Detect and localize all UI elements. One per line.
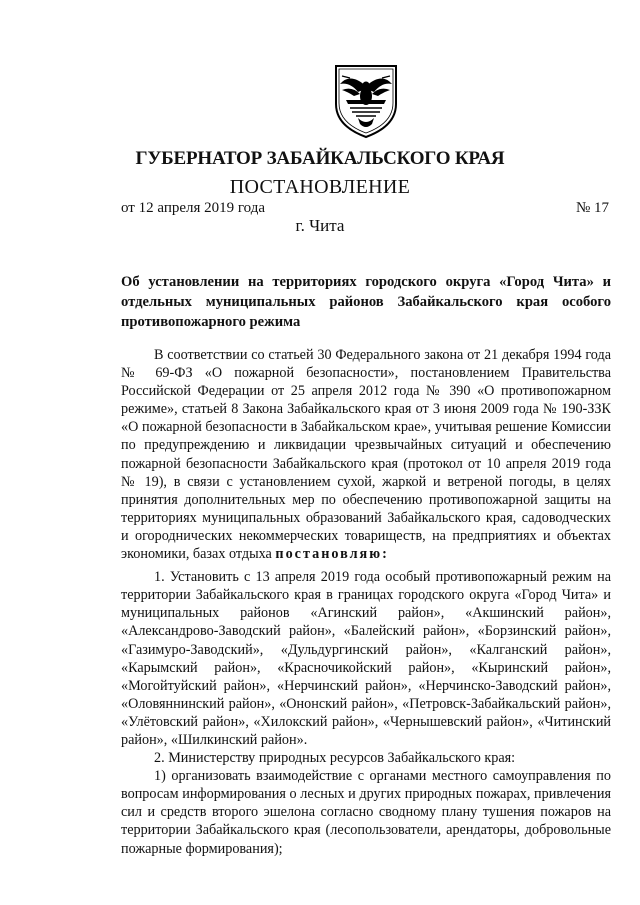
item-1-paragraph: 1. Установить с 13 апреля 2019 года особый противопожарный режим на территории Забайкальского края в границах городского округа «Город Чита» и муниципальных районов «Агинский район», «Акшинский район», «Александрово-Заводский район», «Балейский район», «Борзинский район», «Газимуро-Заводский», «Дульдургинский район», «Калганский район», «Карымский район», «Красночикойский район», «Кыринский район», «Могойтуйский район», «Нерчинский район», «Нерчинско-Заводский район», «Оловяннинский район», «Ононский район», «Петровск-Забайкальский район», «Улётовский район», «Хилокский район», «Чернышевский район», «Читинский район», «Шилкинский район». (121, 569, 611, 748)
document-type-heading: ПОСТАНОВЛЕНИЕ (229, 176, 411, 198)
preamble-paragraph (121, 346, 611, 563)
preamble-text: В соответствии со статьей 30 Федерального закона от 21 декабря 1994 года № 69-ФЗ «О пожарной безопасности», постановлением Правительства Российской Федерации от 25 апреля 2012 года № 390 «О противопожарном режиме», статьей 8 Закона Забайкальского края от 3 июня 2009 года № 190-ЗЗК «О пожарной безопасности в Забайкальском крае», учитывая решение Комиссии по предупреждению и ликвидации чрезвычайных ситуаций и обеспечению пожарной безопасности Забайкальского края (протокол от 10 апреля 2019 года № 19), в связи с установлением сухой, жаркой и ветреной погоды, в целях принятия дополнительных мер по обеспечению противопожарной защиты на территориях муниципальных образований Забайкальского края, садоводческих и огороднических некоммерческих товариществ, на предприятиях и объектах экономики, базах отдыха (121, 347, 611, 563)
item-2-1-paragraph: 1) организовать взаимодействие с органами местного самоуправления по вопросам информирования о лесных и других природных пожарах, привлечения сил и средств второго эшелона согласно сводному плану тушения пожаров на территории Забайкальского края (лесопользователи, арендаторы, добровольные пожарные формирования); (121, 768, 611, 857)
document-subject: Об установлении на территориях городского округа «Город Чита» и отдельных муниципальных районов Забайкальского края особого противопожарного режима (121, 274, 611, 330)
decree-word: постановляю: (275, 546, 389, 563)
document-city: г. Чита (295, 216, 345, 235)
document-number: № 17 (576, 200, 610, 216)
item-2-paragraph: 2. Министерству природных ресурсов Забайкальского края: (154, 750, 516, 767)
document-date: от 12 апреля 2019 года (121, 200, 266, 216)
governor-heading: ГУБЕРНАТОР ЗАБАЙКАЛЬСКОГО КРАЯ (135, 148, 505, 169)
coat-of-arms-emblem (326, 60, 406, 140)
document-body (121, 346, 611, 858)
